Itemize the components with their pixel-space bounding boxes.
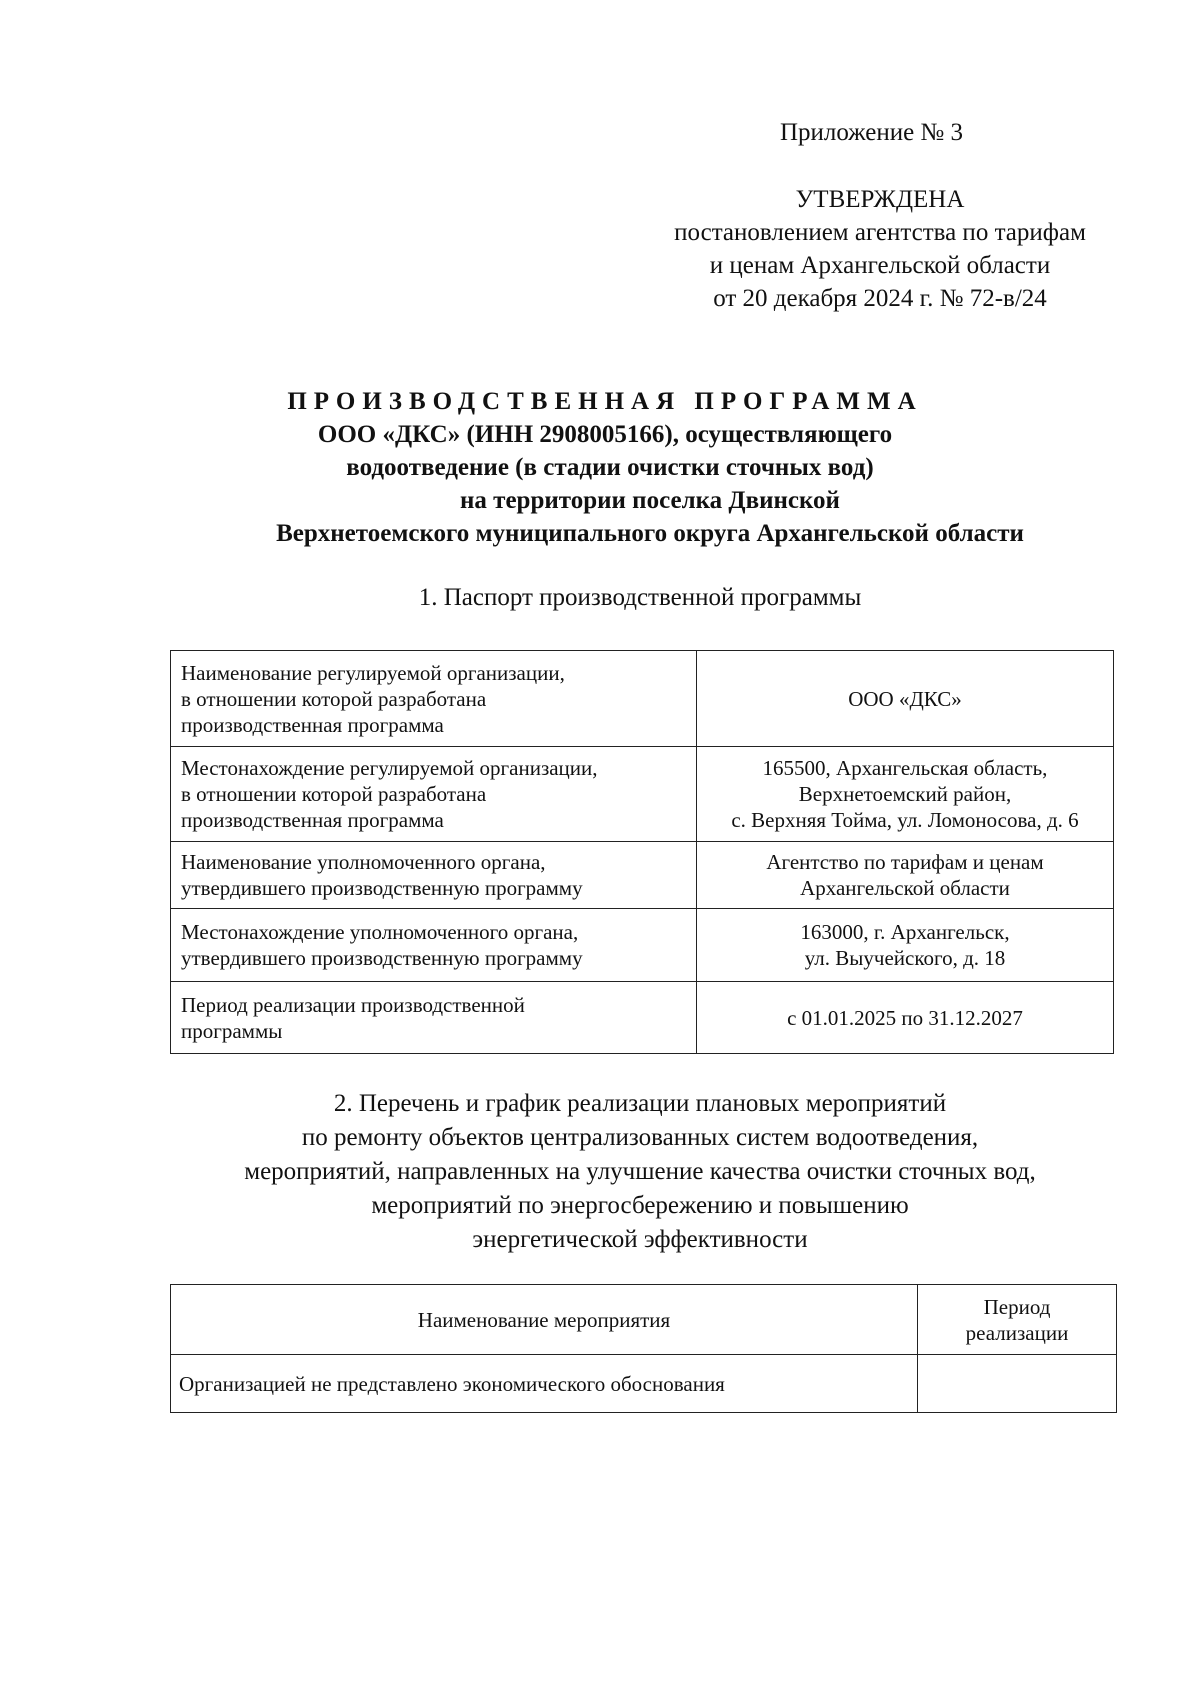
cell-line: утвердившего производственную программу [181, 876, 583, 900]
approval-stamp-block [640, 183, 1120, 315]
approved-label: УТВЕРЖДЕНА [795, 186, 965, 213]
cell-line: с 01.01.2025 по 31.12.2027 [787, 1005, 1023, 1030]
section-heading-line: энергетической эффективности [472, 1226, 808, 1253]
passport-value [697, 842, 1114, 909]
approved-date-number: от 20 декабря 2024 г. № 72-в/24 [713, 285, 1047, 312]
section1-heading [160, 581, 1120, 615]
cell-line: в отношении которой разработана [181, 782, 487, 806]
table-row [171, 842, 1114, 909]
passport-value [697, 651, 1114, 747]
passport-label [171, 747, 697, 842]
table-row [171, 651, 1114, 747]
cell-line: в отношении которой разработана [181, 686, 487, 711]
table-row [171, 909, 1114, 982]
passport-value [697, 747, 1114, 842]
cell-line: с. Верхняя Тойма, ул. Ломоносова, д. 6 [731, 808, 1079, 832]
column-header-name: Наименование мероприятия [171, 1285, 918, 1355]
cell-line: Местонахождение уполномоченного органа, [181, 920, 579, 944]
cell-line: ООО «ДКС» [848, 686, 962, 711]
passport-value [697, 909, 1114, 982]
title-line: водоотведение (в стадии очистки сточных вод) [346, 454, 874, 481]
title-line: Верхнетоемского муниципального округа Архангельской области [276, 520, 1024, 547]
cell-line: 165500, Архангельская область, [762, 756, 1048, 780]
section-heading-line: мероприятий по энергосбережению и повышению [371, 1192, 909, 1219]
event-period-cell [918, 1355, 1117, 1413]
passport-label [171, 842, 697, 909]
cell-line: производственная программа [181, 808, 444, 832]
column-header-period [918, 1285, 1117, 1355]
passport-table [170, 650, 1114, 1054]
table-row [171, 982, 1114, 1054]
cell-line: Период [983, 1294, 1051, 1319]
cell-line: Наименование регулируемой организации, [181, 660, 565, 685]
cell-line: Верхнетоемский район, [798, 782, 1012, 806]
passport-label [171, 651, 697, 747]
title-line: ООО «ДКС» (ИНН 2908005166), осуществляющего [317, 421, 893, 448]
passport-label [171, 909, 697, 982]
cell-line: производственная программа [181, 712, 444, 737]
cell-line: Наименование уполномоченного органа, [181, 850, 546, 874]
section2-heading [160, 1087, 1120, 1257]
title-line: ПРОИЗВОДСТВЕННАЯ ПРОГРАММА [287, 388, 923, 415]
cell-line: Период реализации производственной [181, 992, 525, 1017]
cell-line: реализации [965, 1320, 1069, 1345]
table-header-row [171, 1285, 1117, 1355]
approved-line: постановлением агентства по тарифам [674, 219, 1086, 246]
passport-value [697, 982, 1114, 1054]
approved-line: и ценам Архангельской области [709, 252, 1051, 279]
appendix-number: Приложение № 3 [780, 119, 964, 146]
cell-line: Местонахождение регулируемой организации, [181, 756, 598, 780]
table-row [171, 1355, 1117, 1413]
cell-line: ул. Выучейского, д. 18 [804, 946, 1006, 970]
event-name-cell: Организацией не представлено экономического обоснования [171, 1355, 918, 1413]
table-row [171, 747, 1114, 842]
cell-line: утвердившего производственную программу [181, 946, 583, 970]
cell-line: 163000, г. Архангельск, [800, 920, 1010, 944]
events-table [170, 1284, 1117, 1413]
section-heading-line: мероприятий, направленных на улучшение качества очистки сточных вод, [244, 1158, 1036, 1185]
section-heading-line: 2. Перечень и график реализации плановых мероприятий [333, 1090, 947, 1117]
passport-label [171, 982, 697, 1054]
document-title [180, 385, 1120, 550]
cell-line: Архангельской области [800, 876, 1010, 900]
section-heading-line: 1. Паспорт производственной программы [418, 584, 862, 611]
cell-line: Агентство по тарифам и ценам [766, 850, 1044, 874]
title-line: на территории поселка Двинской [460, 487, 840, 514]
section-heading-line: по ремонту объектов централизованных систем водоотведения, [301, 1124, 979, 1151]
cell-line: программы [181, 1018, 283, 1043]
